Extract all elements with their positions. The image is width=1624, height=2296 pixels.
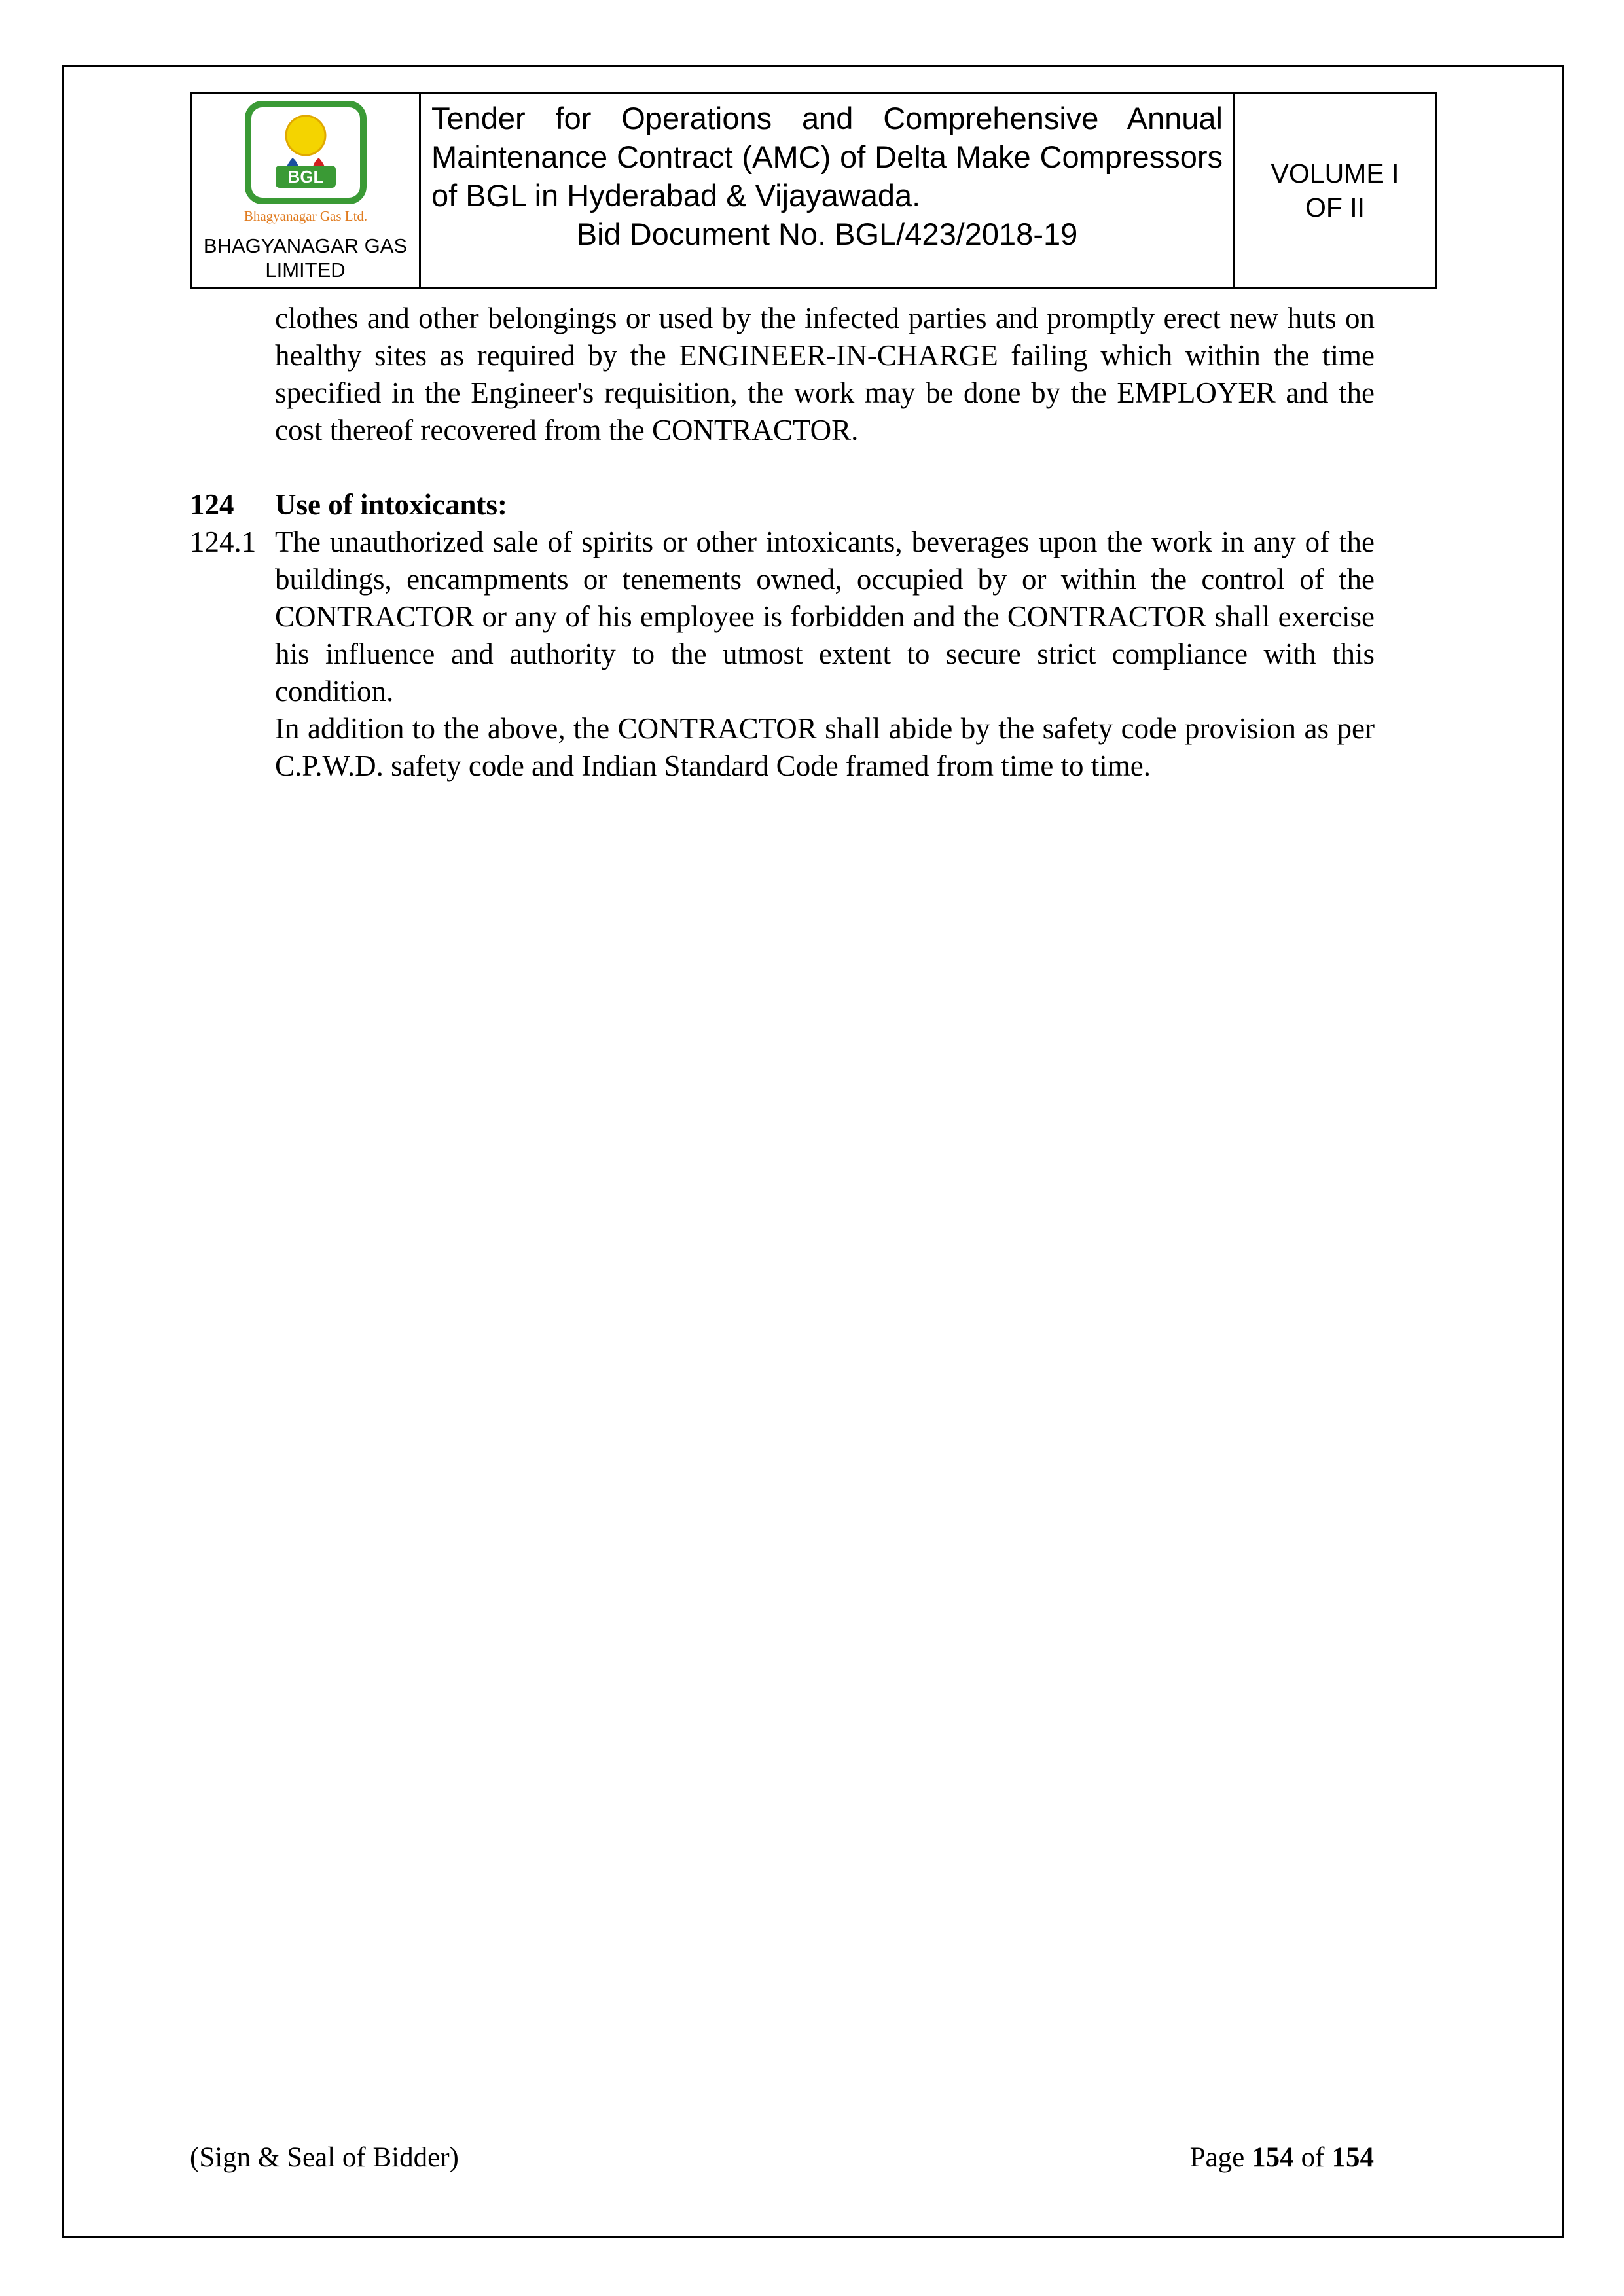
section-number: 124 [190,488,234,521]
title-cell [421,94,1235,287]
section-heading [190,486,1375,524]
company-name-line2: LIMITED [265,259,346,281]
volume-cell [1235,94,1435,287]
clause-body [275,524,1375,785]
company-name-line1: BHAGYANAGAR GAS [203,234,408,257]
header-table [190,92,1437,289]
logo-cell [192,94,421,287]
clause-paragraph-1: The unauthorized sale of spirits or other intoxicants, beverages upon the work in any of the buildings, encampments or tenements owned, occupied by or within the control of the CONTRACTOR or any of his employee is forbidden and the CONTRACTOR shall exercise his influence and authority to the utmost extent to secure strict compliance with this condition. [275,526,1375,708]
page-border [62,65,1564,2238]
page-footer [190,2142,1374,2174]
company-logo-icon [230,101,382,232]
section-title: Use of intoxicants: [275,488,507,521]
document-title: Tender for Operations and Comprehensive Annual Maintenance Contract (AMC) of Delta Make Compressors of BGL in Hyderabad & Vijayawada. [431,101,1223,213]
page-current: 154 [1252,2142,1294,2173]
bid-document-number: Bid Document No. BGL/423/2018-19 [576,217,1078,251]
clause-124-1 [190,524,1375,785]
clause-number: 124.1 [190,526,257,558]
page-label: Page [1189,2142,1245,2173]
page-indicator [1190,2142,1374,2174]
page-content [190,289,1375,785]
of-label: of [1301,2142,1325,2173]
page-total: 154 [1331,2142,1374,2173]
company-name [204,234,407,282]
logo-subtitle-text: Bhagyanagar Gas Ltd. [244,208,367,224]
continuation-paragraph: clothes and other belongings or used by the infected parties and promptly erect new huts on healthy sites as required by the ENGINEER-IN-CHARGE failing which within the time specified in the Engineer's requisition, the work may be done by the EMPLOYER and the cost thereof recovered from the CONTRACTOR. [275,302,1375,446]
volume-line2: OF II [1305,192,1365,223]
clause-paragraph-2: In addition to the above, the CONTRACTOR shall abide by the safety code provision as per C.P.W.D. safety code and Indian Standard Code framed from time to time. [275,712,1375,782]
volume-line1: VOLUME I [1271,158,1399,188]
logo-bgl-text: BGL [287,167,323,187]
sign-seal-text: (Sign & Seal of Bidder) [190,2142,459,2173]
